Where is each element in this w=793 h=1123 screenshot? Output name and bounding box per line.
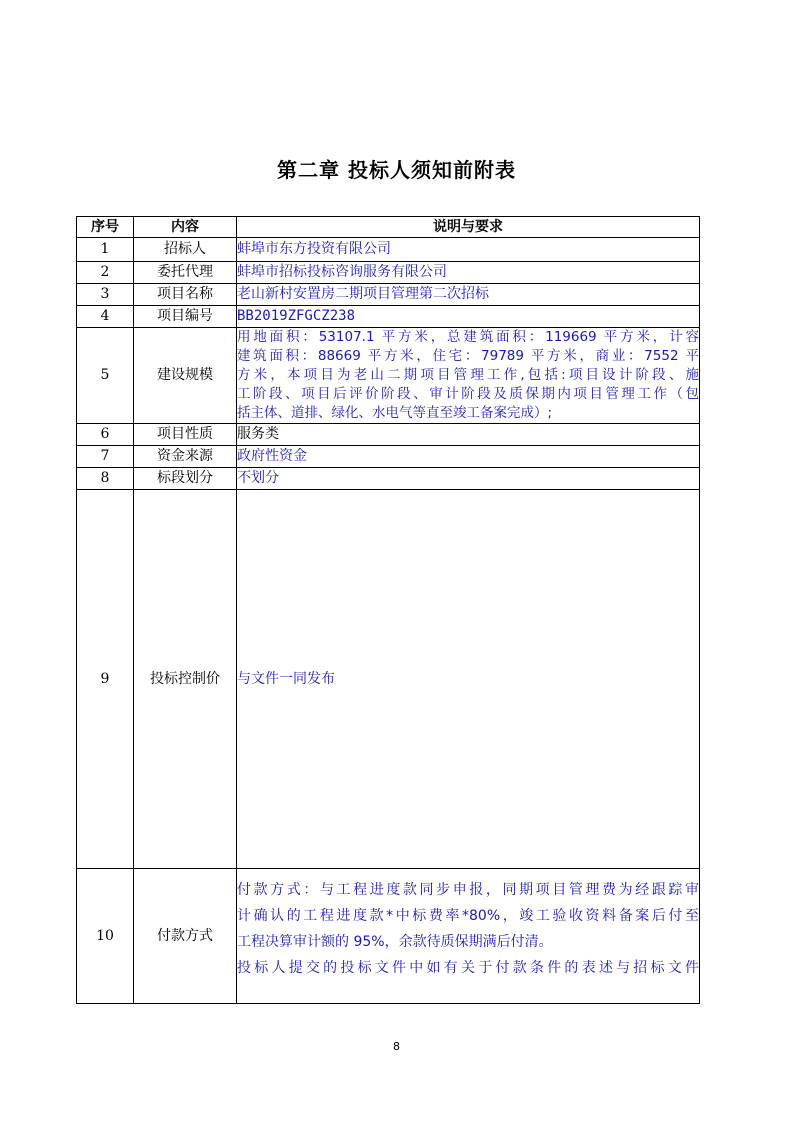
row-item: 委托代理 <box>134 262 237 284</box>
row-no: 8 <box>77 468 134 490</box>
row-no: 10 <box>77 869 134 1004</box>
table-row <box>77 284 700 306</box>
desc-line: BB2019ZFGCZ238 <box>237 308 356 324</box>
row-item: 付款方式 <box>134 869 237 1004</box>
row-item: 项目名称 <box>134 284 237 306</box>
row-no: 7 <box>77 446 134 468</box>
row-item: 招标人 <box>134 238 237 262</box>
desc-line: 蚌埠市招标投标咨询服务有限公司 <box>237 264 447 280</box>
desc-line: 与文件一同发布 <box>237 670 335 687</box>
table-row <box>77 328 700 424</box>
chapter-title: 第二章 投标人须知前附表 <box>277 158 516 182</box>
row-no: 4 <box>77 306 134 328</box>
row-no: 6 <box>77 424 134 446</box>
row-desc <box>237 446 700 468</box>
row-item: 项目性质 <box>134 424 237 446</box>
table-row <box>77 869 700 1004</box>
desc-line: 用地面积：53107.1 平方米，总建筑面积：119669 平方米，计容 <box>237 329 699 345</box>
table-row <box>77 490 700 869</box>
row-no: 1 <box>77 238 134 262</box>
row-item: 投标控制价 <box>134 490 237 869</box>
row-no: 5 <box>77 328 134 424</box>
table-row <box>77 424 700 446</box>
row-no: 2 <box>77 262 134 284</box>
table-row <box>77 262 700 284</box>
desc-line: 老山新村安置房二期项目管理第二次招标 <box>237 286 489 302</box>
row-desc <box>237 468 700 490</box>
row-desc <box>237 238 700 262</box>
desc-line: 方米，本项目为老山二期项目管理工作,包括:项目设计阶段、施 <box>237 367 699 383</box>
row-item: 标段划分 <box>134 468 237 490</box>
row-desc <box>237 262 700 284</box>
row-desc <box>237 306 700 328</box>
row-desc <box>237 869 700 1004</box>
desc-line: 工程决算审计额的 95%，余款待质保期满后付清。 <box>237 934 553 950</box>
row-item: 建设规模 <box>134 328 237 424</box>
table-row <box>77 446 700 468</box>
desc-line: 投标人提交的投标文件中如有关于付款条件的表述与招标文件 <box>237 960 699 976</box>
desc-line: 括主体、道排、绿化、水电气等直至竣工备案完成）; <box>237 405 553 421</box>
desc-line: 建筑面积：88669 平方米，住宅：79789 平方米，商业：7552 平 <box>237 348 699 364</box>
row-desc <box>237 424 700 446</box>
page-number: 8 <box>393 1040 400 1053</box>
desc-line: 不划分 <box>237 470 279 486</box>
table-row <box>77 468 700 490</box>
bidder-instructions-table <box>76 216 700 1004</box>
table-row <box>77 238 700 262</box>
desc-line: 蚌埠市东方投资有限公司 <box>237 241 391 257</box>
desc-line: 付款方式：与工程进度款同步申报，同期项目管理费为经跟踪审 <box>237 882 699 898</box>
row-no: 9 <box>77 490 134 869</box>
header-desc: 说明与要求 <box>237 217 700 238</box>
row-desc <box>237 328 700 424</box>
desc-line: 服务类 <box>237 426 279 442</box>
header-no: 序号 <box>77 217 134 238</box>
table-row <box>77 306 700 328</box>
row-no: 3 <box>77 284 134 306</box>
row-item: 资金来源 <box>134 446 237 468</box>
row-desc <box>237 284 700 306</box>
desc-line: 政府性资金 <box>237 448 307 464</box>
row-item: 项目编号 <box>134 306 237 328</box>
row-desc <box>237 490 700 869</box>
desc-line: 计确认的工程进度款*中标费率*80%，竣工验收资料备案后付至 <box>237 908 699 924</box>
table-header-row <box>77 217 700 238</box>
header-item: 内容 <box>134 217 237 238</box>
desc-line: 工阶段、项目后评价阶段、审计阶段及质保期内项目管理工作（包 <box>237 386 699 402</box>
